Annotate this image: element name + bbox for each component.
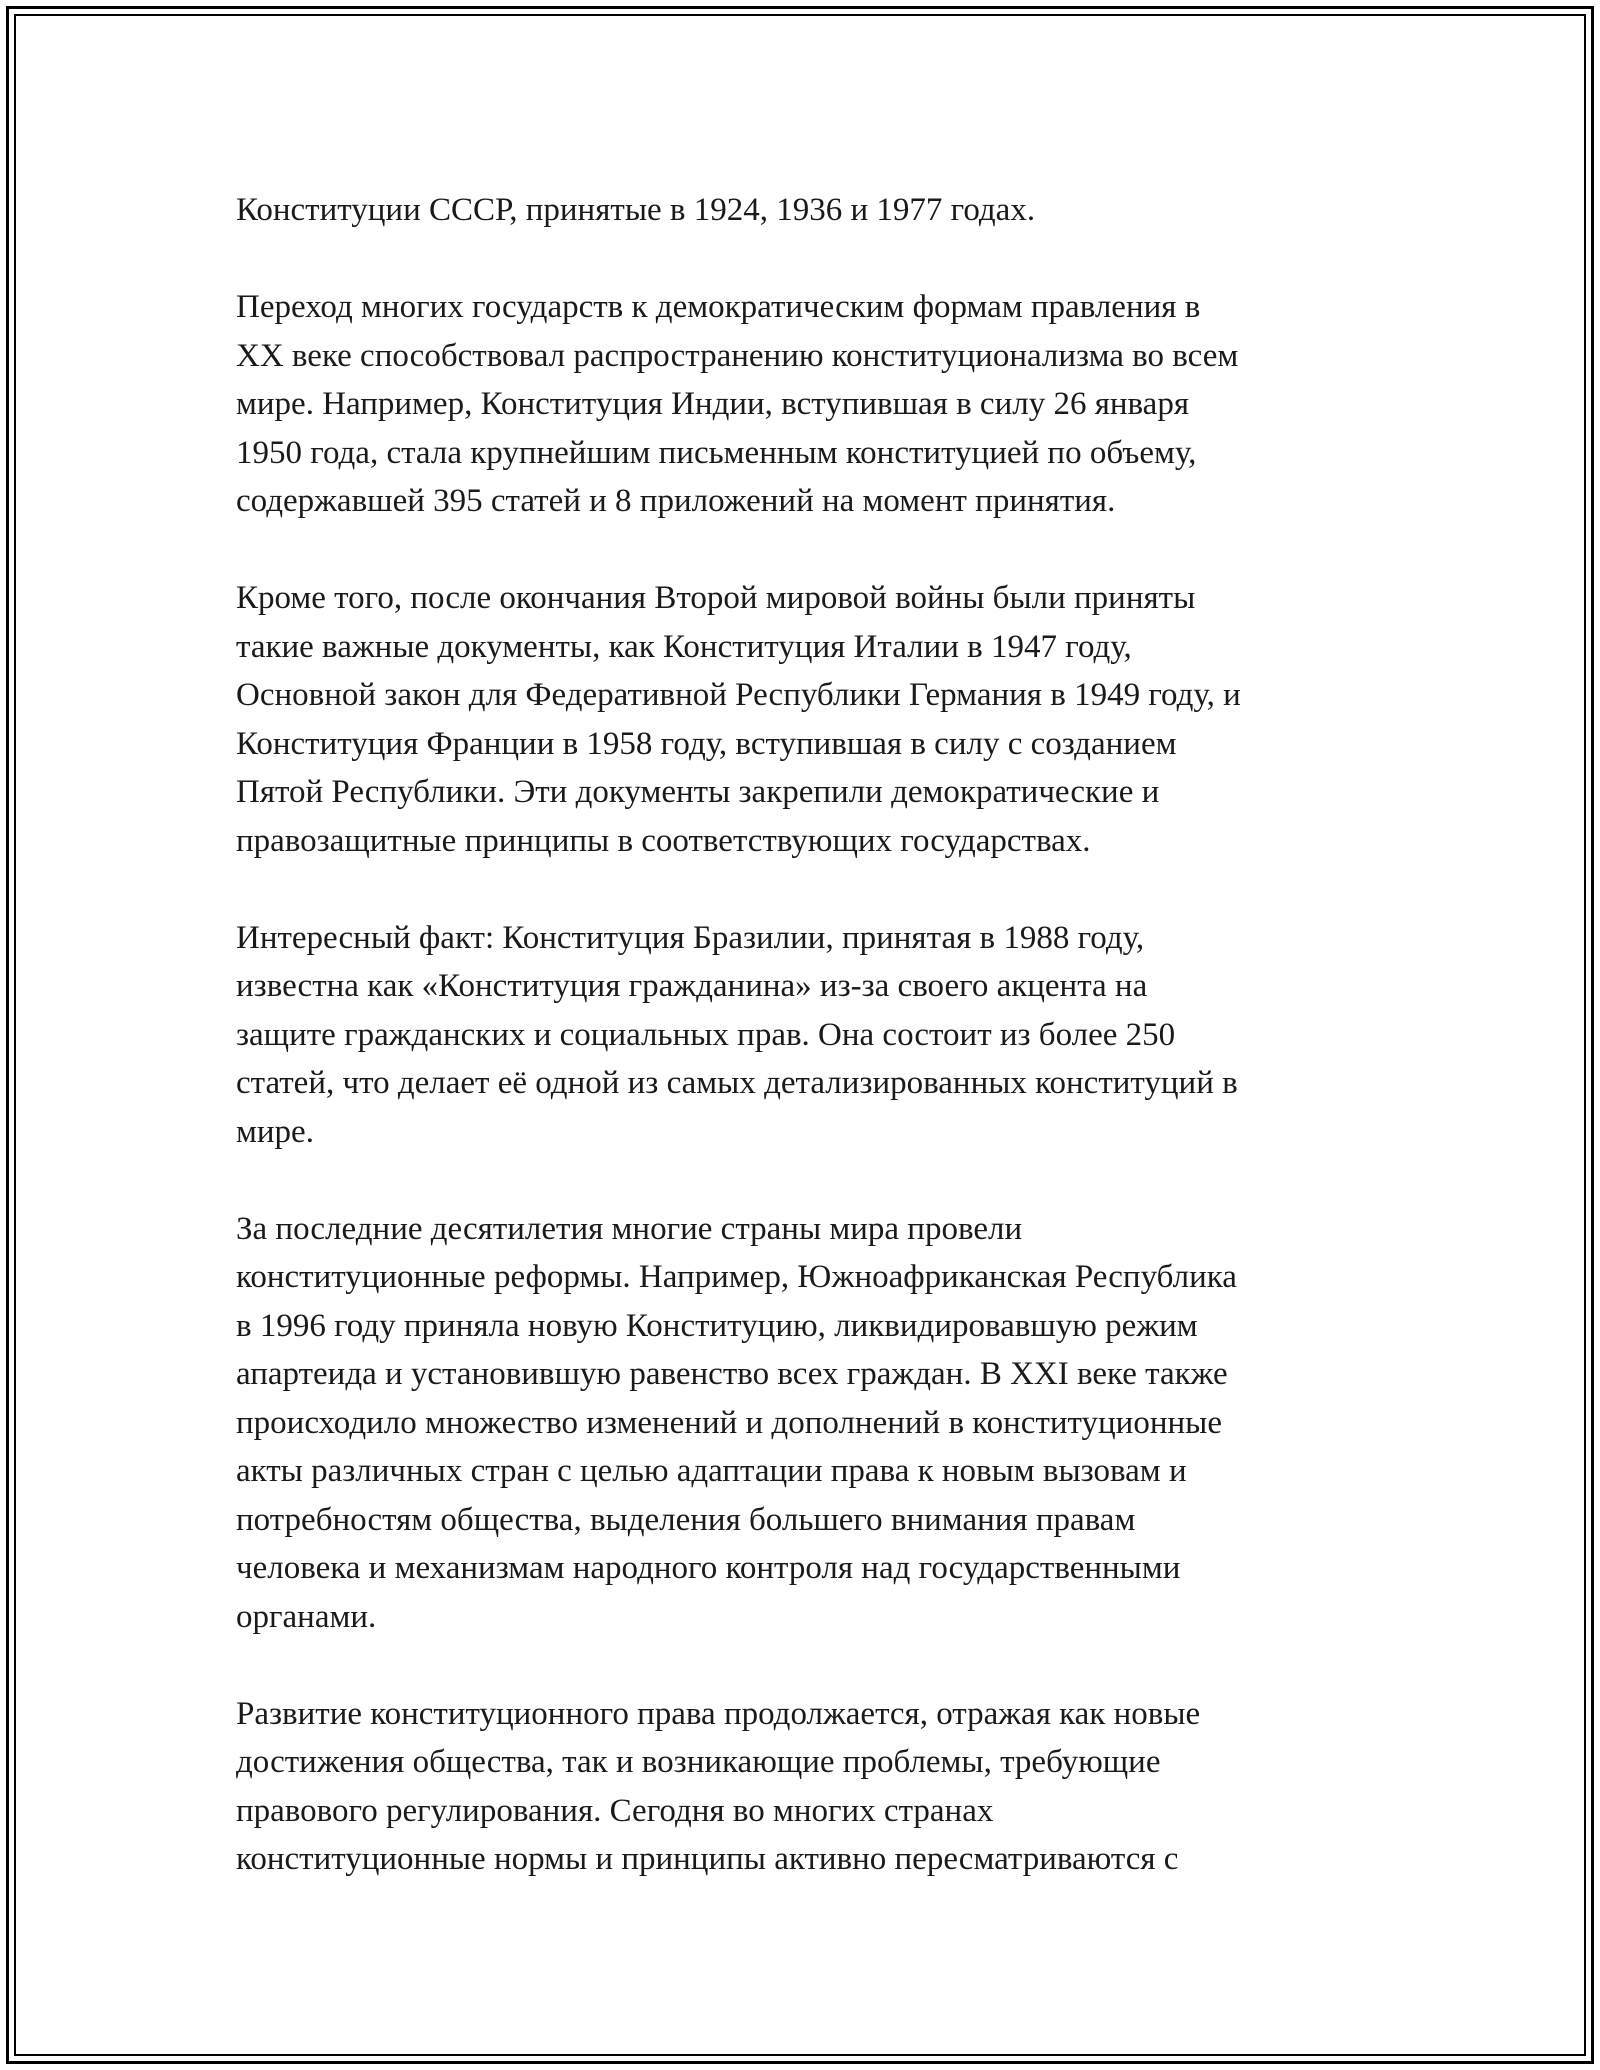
paragraph-2 [236,283,1376,526]
text-line: органами. [236,1598,377,1635]
text-line: XX веке способствовал распространению конституционализма во всем [236,337,1239,374]
paragraph-1 [236,186,1376,235]
text-line: апартеида и установившую равенство всех граждан. В XXI веке также [236,1356,1228,1392]
text-line: статей, что делает её одной из самых детализированных конституций в [236,1065,1238,1101]
paragraph-6 [236,1690,1376,1884]
text-line: Кроме того, после окончания Второй мировой войны были приняты [236,580,1196,616]
text-line: 1950 года, стала крупнейшим письменным конституцией по объему, [236,434,1197,471]
text-line: содержавшей 395 статей и 8 приложений на момент принятия. [236,483,1116,519]
text-line: правозащитные принципы в соответствующих государствах. [236,822,1091,859]
text-line: защите гражданских и социальных прав. Она состоит из более 250 [236,1016,1176,1053]
text-line: человека и механизмам народного контроля над государственными [236,1550,1181,1586]
text-line: мире. Например, Конституция Индии, вступившая в силу 26 января [236,386,1190,422]
text-line: конституционные реформы. Например, Южноафриканская Республика [236,1259,1237,1295]
text-line: конституционные нормы и принципы активно пересматриваются с [236,1841,1179,1877]
document-body [236,186,1376,1932]
text-line: Основной закон для Федеративной Республики Германия в 1949 году, и [236,677,1241,713]
text-line: достижения общества, так и возникающие проблемы, требующие [236,1744,1161,1780]
text-line: За последние десятилетия многие страны мира провели [236,1210,1023,1247]
text-line: Интересный факт: Конституция Бразилии, принятая в 1988 году, [236,919,1145,956]
text-line: Переход многих государств к демократическим формам правления в [236,289,1201,325]
text-line: правового регулирования. Сегодня во многих странах [236,1792,994,1829]
paragraph-5 [236,1205,1376,1642]
text-line: Пятой Республики. Эти документы закрепили демократические и [236,774,1160,810]
text-line: Конституция Франции в 1958 году, вступившая в силу с созданием [236,725,1177,762]
paragraph-4 [236,914,1376,1157]
text-line: акты различных стран с целью адаптации права к новым вызовам и [236,1453,1187,1489]
text-line: в 1996 году приняла новую Конституцию, ликвидировавшую режим [236,1307,1198,1344]
text-line: Развитие конституционного права продолжается, отражая как новые [236,1695,1201,1732]
text-line: известна как «Конституция гражданина» из-за своего акцента на [236,968,1148,1004]
text-line: Конституции СССР, принятые в 1924, 1936 и 1977 годах. [236,192,1036,228]
text-line: происходило множество изменений и дополнений в конституционные [236,1404,1222,1441]
text-line: мире. [236,1113,314,1150]
text-line: потребностям общества, выделения большего внимания правам [236,1501,1136,1538]
paragraph-3 [236,574,1376,865]
text-line: такие важные документы, как Конституция Италии в 1947 году, [236,628,1132,665]
